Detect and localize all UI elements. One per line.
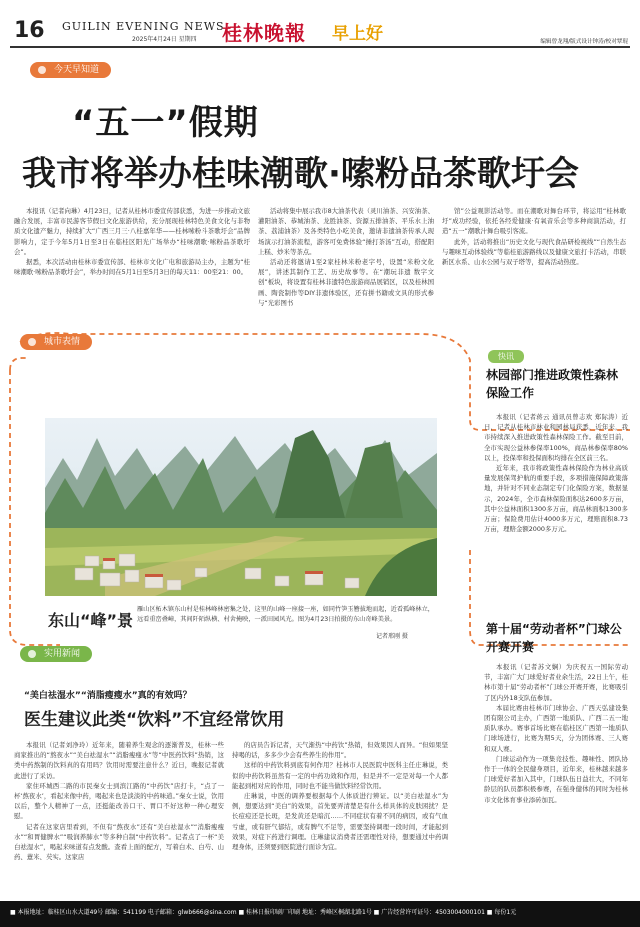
paragraph: 据悉，本次活动由桂林市委宣传部、桂林市文化广电和旅游局主办，主题为“桂味潮歌·嗦粉品茶歌圩会”，举办时间在5月1日至5月3日的每天11：00至21：00。: [14, 258, 250, 277]
landscape-photo: [45, 418, 437, 596]
paper-logo: 桂林晚報: [222, 21, 306, 45]
paragraph: 本报讯（记者苏文娴）为庆祝五一国际劳动节，丰富广大门球爱好者业余生活，22日上午，桂林市第十届“劳动者杯”门球公开赛开赛，比赛吸引了区内外18支队伍参加。: [484, 663, 628, 702]
paragraph: 本届比赛由桂林市门球协会、广西天弘建设集团有限公司主办，广西第一地质队、广西二五一地质队承办。赛事首场比赛在临桂区广西第一地质队门球场进行，比赛为期5天，分为团体赛、三人赛和双人赛。: [484, 703, 628, 753]
paragraph: 活动还将邀请1至2家桂林米粉老字号，设置“米粉文化展”，讲述其制作工艺、历史故事等。在“潮玩非遗 数字文创”板块，将设置有桂林非遗特色旅游商品展销区，以及桂林国画、陶瓷制作等DIY非遗体验区，还有拼书籍或文具的形式参与“光彩图书: [258, 258, 434, 307]
paragraph: 家住环城西二路的市民秦女士到滨江路的“中药饮”店打卡，“点了一杯‘熬夜水’，看起来像中药，喝起来也是淡淡的中药味道。”秦女士说，饮用以后，整个人精神了一点，还挺能改善口干、胃口不好这种一种心理安慰。: [14, 781, 224, 821]
section-tag-today: 今天早知道: [30, 62, 111, 78]
paragraph: 本报讯（记者刘净玲）近年来，随着养生观念的逐渐普及，桂林一些商家推出的“熬夜水”“美白祛湿水”“消脂瘦瘦水”等“中医药饮料”热销，这类中药熬制的饮料真的有用吗？饮用时需要注意什么？近日，晚报记者就此进行了采访。: [14, 741, 224, 780]
flash-news-tag: 快讯: [488, 350, 524, 363]
section-tag-practical: 实用新闻: [20, 646, 92, 662]
editor-credits: 编辑曾龙翔/版式设计钟涛/校对覃琨: [540, 39, 628, 45]
issue-date: 2025年4月24日 星期四: [132, 36, 197, 43]
paragraph: 活动将集中展示我市8大油茶代表（灵川油茶、兴安油茶、灌阳油茶、恭城油茶、龙胜油茶、资源五排油茶、平乐水上油茶、荔浦油茶）及各类特色小吃美食，邀请非遗油茶传承人现场演示打油茶流程，游客可免费体验“捶打茶汤”互动，搭配阳上糕、炒米等茶点。: [258, 207, 434, 256]
paragraph: 的店员告诉记者，天气渐热“中药饮”热销，但效果因人而异。“但如果坚持喝的话，多多少少会有些养生的作用”。: [232, 741, 448, 760]
top-story-col3: [442, 206, 626, 296]
gateball-title: 第十届“劳动者杯”门球公开赛开赛: [486, 622, 622, 654]
header-rule: [10, 46, 630, 48]
paragraph: 记者在这家店里看到，不但有“熬夜水”还有“美白祛湿水”“消脂瘦瘦水”“和胃健脾水”“吸润养肺水”等多种自制“中药饮料”。记者点了一杯“美白祛湿水”，喝起来味道有点发酸。查看上面的配方，写着白术、白芍、山药、薏米、芡实。这家店: [14, 822, 224, 862]
section-tag-city: 城市表情: [20, 334, 92, 350]
health-headline: 医生建议此类“饮料”不宜经常饮用: [24, 710, 285, 730]
health-col1: [14, 740, 224, 896]
paragraph: 近年来，我市将政策性森林保险作为林业高质量发展保驾护航的重要手段，多项措施保障政策落地，并针对不同业态制定专门化保险方案，数据显示，2024年，全市森林保险面积达2600多万亩，其中公益林面积1300多万亩，商品林面积1300多万亩；保险费用估计4000多万元，理赔面积8.73万亩，理赔金额2000多万元。: [484, 464, 628, 534]
forest-insurance-body: [484, 412, 628, 598]
top-story-col1: [14, 206, 250, 314]
photo-credit: 记者邢刚 摄: [376, 633, 408, 640]
paragraph: 本报讯（记者向琳）4月23日，记者从桂林市委宣传部获悉，为进一步推动文旅融合发展，丰富市民游客节假日文化旅游供给，充分展现桂林特色美食文化与非物质文化遗产魅力，持续扩大“广西三月三·八桂嘉年华——桂林嗦粉斗茶歌圩会”品牌影响力，定于今年5月1日至3日在临桂区阳光广场举办“桂味潮歌·嗦粉品茶歌圩会”。: [14, 207, 250, 256]
health-col2: [232, 740, 448, 896]
footer-text: ■ 本报地址：临桂区山水大道49号 邮编：541199 电子邮箱：glwb666@sina.com ■ 桂林日报印刷厂印刷 地址：秀峰区桐湖北路1号 ■ 广告经营许可证号：4503004000101 ■ 每份1元: [10, 909, 517, 916]
photo-title: 东山“峰”景: [48, 611, 134, 630]
health-subheadline: “美白祛湿水”“消脂瘦瘦水”真的有效吗？: [24, 691, 192, 701]
section-logo: 早上好: [332, 24, 383, 44]
page-number: 16: [14, 18, 45, 43]
paragraph: 馆”公益观影活动等。而在潮歌对舞台环节，将运用“桂林歌圩”成功经验，依托各经爱健康·有氧音乐会等多种商演活动，打造“五一”潮歌汁舞台吸引客流。: [442, 207, 626, 236]
gateball-body: [484, 662, 628, 896]
photo-caption: 雁山区柘木镇东山村是桂林峰林密集之处，这里的山峰一座接一座，如同竹笋玉簪拔地而起，近看孤峰林立，远看重峦叠嶂，其间阡陌纵横、村舍掩映，一派田园风光。图为4月23日拍摄的东山奇峰美景。: [137, 606, 434, 623]
paper-name-english: GUILIN EVENING NEWS: [62, 20, 225, 33]
paragraph: 这样的中药饮料到底有何作用？桂林市人民医院中医科主任庄琳说，类似的中药饮料虽然有一定的中药功效和作用，但是并不一定是对每一个人都能起到相对应的作用，同时也不能当做饮料经常饮用。: [232, 761, 448, 790]
forest-insurance-title: 林园部门推进政策性森林保险工作: [486, 368, 619, 400]
paragraph: 庄琳说，中医的调养要根据每个人体质进行辨证。以“美白祛湿水”为例，想要达到“美白”的效果，首先要弄清楚是有什么样具体的皮肤困扰？是长痘痘还是长斑，是发黄还是暗沉……不同症状有着不同的病因，或有气血亏虚，或有肝气郁结，或有脾气不足等，需要坚持调理一段时间，才能起到效果，对症下药进行调理。庄琳建议消费者还需理性对待，想要通过中药调理身体，还须要到医院进行面诊为宜。: [232, 792, 448, 852]
headline-line1: “五一”假期: [72, 103, 259, 143]
paragraph: 此外，活动将推出“历史文化与现代食品研检视线”“自然生态与趣味互动体验线”等临桂旅游路线以及健康文旅打卡活动，串联新区水系、山水公园与双子塔等，提高活动热度。: [442, 237, 626, 267]
paragraph: 本报讯（记者蒋云 通讯员曾志欢 郑际涛）近日，记者从桂林市林业和园林局获悉，近年来，我市持续深入推进政策性森林保险工作。截至目前，全市实现公益林参保率100%，商品林参保率80%以上，投保率和投保面积均排在全区前三名。: [484, 413, 628, 462]
paragraph: 门球运动作为一项集竞技性、趣味性、团队协作于一体的全民健身项目，近年来，桂林越来越多门球爱好者加入其中，门球队伍日益壮大，不同年龄层的队员都积极参赛，在强身健体的同时为桂林市文化体育事业添砖加瓦。: [484, 754, 628, 804]
headline-line2: 我市将举办桂味潮歌·嗦粉品茶歌圩会: [22, 154, 579, 194]
